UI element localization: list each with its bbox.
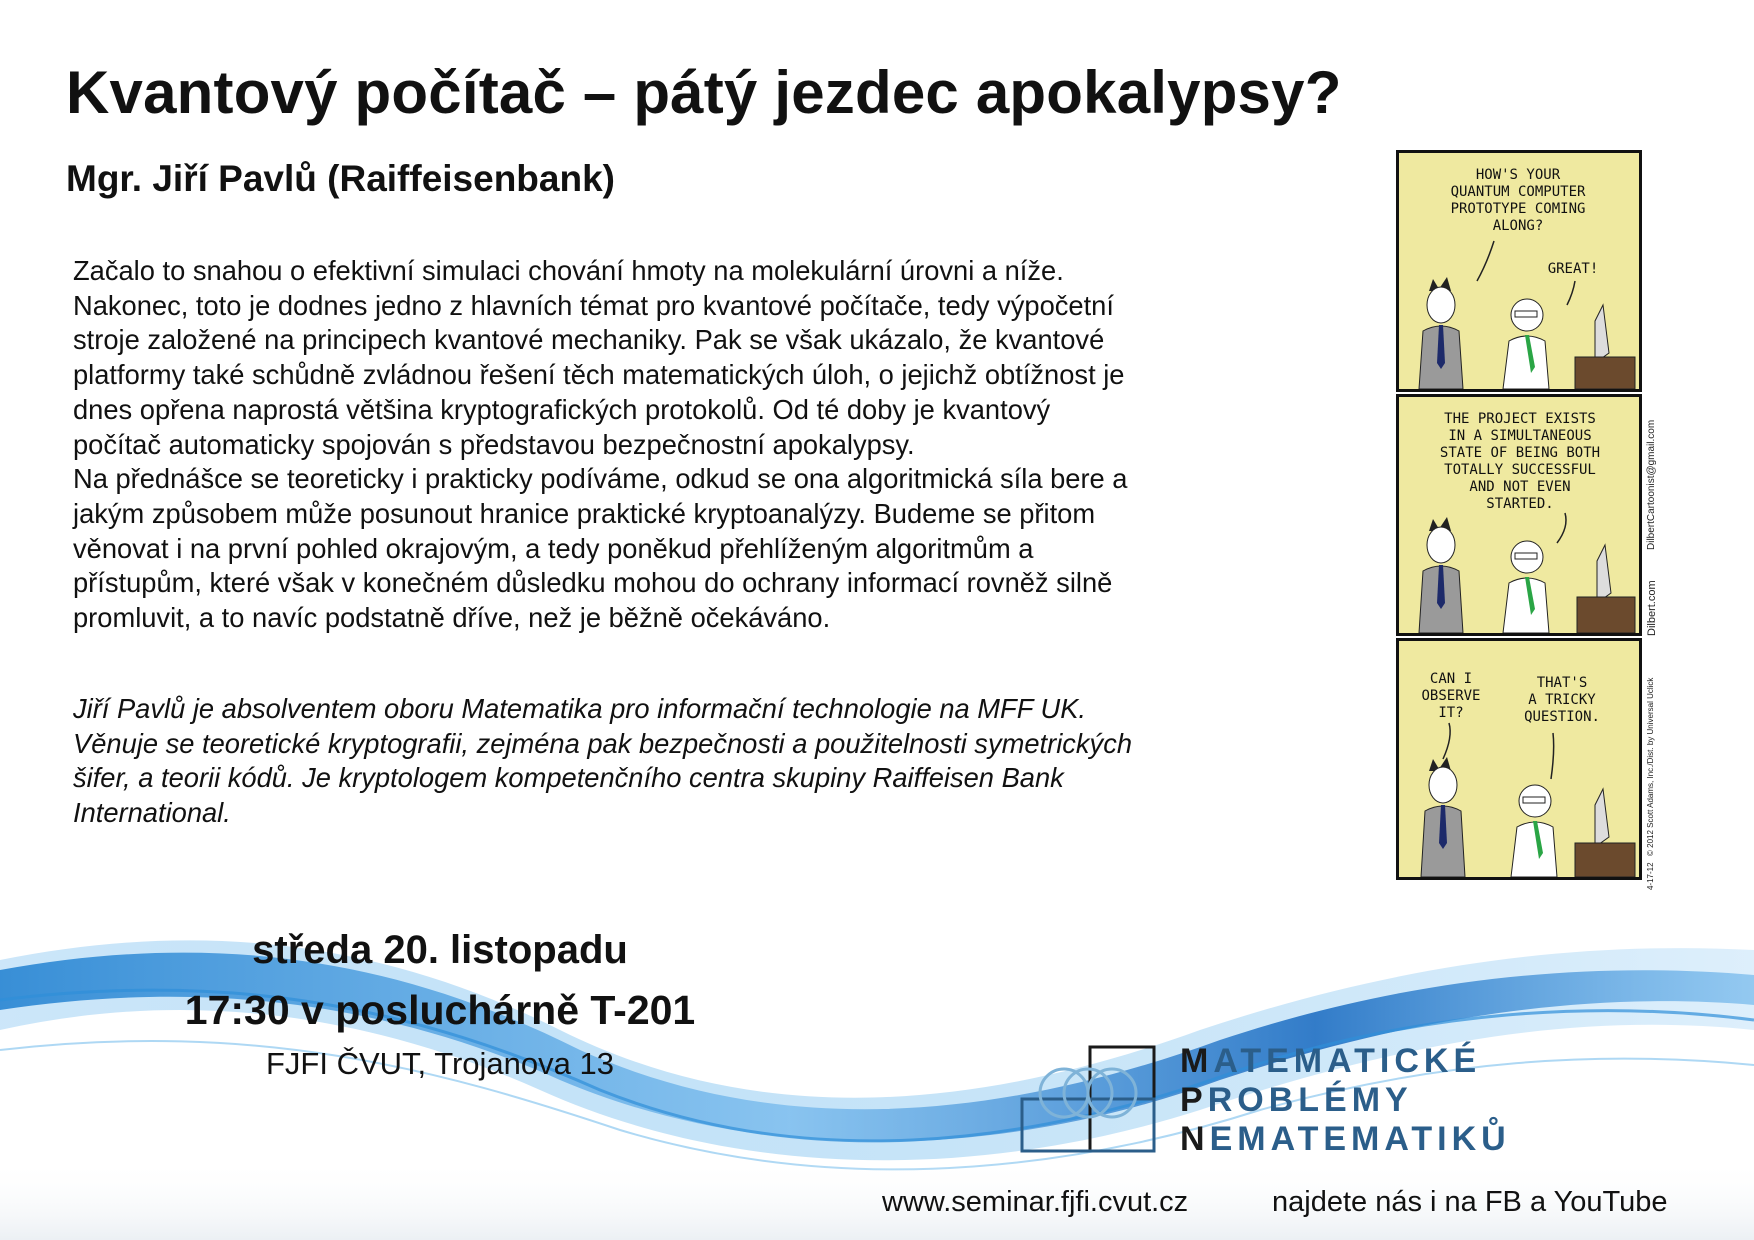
comic-panel-1 [1396, 150, 1642, 392]
speech-boss: CAN I OBSERVE IT? [1421, 671, 1481, 721]
abstract-line: Nakonec, toto je dodnes jedno z hlavních témat pro kvantové počítače, tedy výpočetní [73, 289, 1114, 321]
speech-dilbert: GREAT! [1547, 261, 1599, 277]
dilbert-figure [1511, 785, 1635, 877]
abstract-line: promluvit, a to navíc podstatně dříve, než je běžně očekáváno. [73, 602, 831, 634]
logo-text-line-2 [1180, 1081, 1413, 1120]
dilbert-figure [1503, 299, 1635, 389]
speech-dilbert: THE PROJECT EXISTS IN A SIMULTANEOUS STATE OF BEING BOTH TOTALLY SUCCESSFUL AND NOT EVEN STARTED. [1439, 411, 1601, 512]
comic-panel-3 [1396, 638, 1642, 880]
logo-initial: P [1180, 1081, 1208, 1119]
page-title: Kvantový počítač – pátý jezdec apokalypsy? [66, 59, 1342, 126]
logo-word: ATEMATICKÉ [1213, 1042, 1482, 1080]
event-place: FJFI ČVUT, Trojanova 13 [265, 1046, 614, 1081]
abstract-line: Na přednášce se teoreticky i prakticky podíváme, odkud se ona algoritmická síla bere a [73, 463, 1128, 495]
event-time-room: 17:30 v posluchárně T-201 [184, 987, 696, 1033]
comic-panel-2 [1396, 394, 1642, 636]
abstract-line: věnovat i na první pohled okrajovým, a tedy poněkud přehlíženým algoritmům a [73, 532, 1034, 564]
bio-line: Jiří Pavlů je absolventem oboru Matematika pro informační technologie na MFF UK. [73, 693, 1086, 724]
logo-word: ROBLÉMY [1207, 1081, 1413, 1119]
comic-art-2 [1399, 397, 1639, 633]
abstract-line: dnes opřena naprostá většina kryptografických protokolů. Od té doby je kvantový [73, 393, 1051, 425]
comic-art-3 [1399, 641, 1639, 877]
boss-figure [1419, 517, 1463, 633]
logo-initial: M [1180, 1042, 1214, 1080]
website-link[interactable]: www.seminar.fjfi.cvut.cz [882, 1186, 1189, 1218]
abstract-line: přístupům, které však v konečném důsledku mohou do ochrany informací rovněž silně [73, 567, 1113, 599]
speech-dilbert: THAT'S A TRICKY QUESTION. [1524, 675, 1600, 725]
abstract-line: počítač automaticky spojován s představou bezpečnostní apokalypsy. [73, 428, 915, 460]
bio-line: šifer, a teorii kódů. Je kryptologem kompetenčního centra skupiny Raiffeisen Bank [73, 762, 1064, 794]
logo-word: EMATEMATIKŮ [1209, 1120, 1511, 1158]
social-media-note: najdete nás i na FB a YouTube [1272, 1186, 1668, 1218]
bio-line: Věnuje se teoretické kryptografii, zejména pak bezpečnosti a použitelnosti symetrických [73, 727, 1133, 759]
comic-credit-site: Dilbert.com [1646, 580, 1658, 636]
abstract-line: platformy také schůdně zvládnou řešení těch matematických úloh, o jejichž obtížnost je [73, 359, 1125, 391]
logo-text-line-3 [1180, 1120, 1511, 1159]
dilbert-figure [1503, 541, 1635, 633]
boss-figure [1419, 277, 1463, 389]
dilbert-comic [1396, 150, 1660, 890]
speaker-bio [73, 692, 1295, 831]
speaker-name: Mgr. Jiří Pavlů (Raiffeisenbank) [66, 158, 615, 199]
abstract-line: jakým způsobem může posunout hranice praktické kryptoanalýzy. Budeme se přitom [73, 497, 1096, 529]
logo-initial: N [1180, 1120, 1210, 1158]
comic-credit-date: 4-17-12 [1646, 862, 1655, 890]
logo-text-line-1 [1180, 1042, 1481, 1081]
bio-line: International. [73, 797, 231, 829]
comic-credit-email: DilbertCartoonist@gmail.com [1646, 419, 1657, 550]
speech-boss: HOW'S YOUR QUANTUM COMPUTER PROTOTYPE COMING ALONG? [1450, 167, 1586, 234]
comic-credit-copyright: © 2012 Scott Adams, Inc./Dist. by Universal Uclick [1646, 677, 1655, 856]
abstract-line: stroje založené na principech kvantové mechaniky. Pak se však ukázalo, že kvantové [73, 324, 1105, 356]
abstract-text [73, 254, 1301, 636]
comic-art-1 [1399, 153, 1639, 389]
event-date: středa 20. listopadu [252, 928, 628, 972]
seminar-logo-icon [1018, 1043, 1158, 1155]
boss-figure [1421, 757, 1465, 877]
abstract-line: Začalo to snahou o efektivní simulaci chování hmoty na molekulární úrovni a níže. [73, 255, 1064, 286]
